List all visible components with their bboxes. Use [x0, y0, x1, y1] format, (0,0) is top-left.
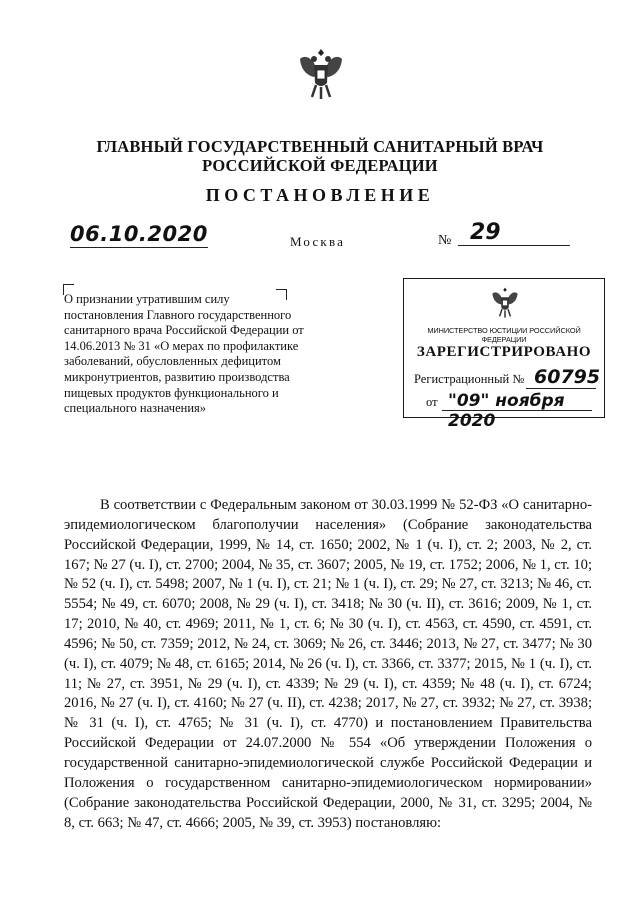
handwritten-date: 06.10.2020: [70, 222, 208, 246]
document-type-title: ПОСТАНОВЛЕНИЕ: [205, 185, 435, 205]
decree-subject: О признании утратившим силу постановления Главного государственного санитарного врача Российской Федерации от 14.06.2013 № 31 «О мерах по профилактике заболеваний, обусловленных дефицитом микронутриентов, развитию производства пищевых продуктов функционального и специального назначения»: [64, 292, 304, 416]
registration-stamp: [403, 278, 605, 431]
stamp-registration-date: "09" ноября 2020: [448, 391, 565, 431]
handwritten-number: 29: [470, 220, 501, 245]
decree-preamble-paragraph: В соответствии с Федеральным законом от 30.03.1999 № 52-ФЗ «О санитарно-эпидемиологическом благополучии населения» (Собрание законодательства Российской Федерации, 1999, № 14, ст. 1650; 2002, № 1 (ч. I), ст. 2; 2003, № 2, ст. 167; № 27 (ч. I), ст. 2700; 2004, № 35, ст. 3607; 2005, № 19, ст. 1752; 2006, № 1, ст. 10; № 52 (ч. I), ст. 5498; 2007, № 1 (ч. I), ст. 21; № 1 (ч. I), ст. 29; № 27, ст. 3213; № 46, ст. 5554; № 49, ст. 6070; 2008, № 29 (ч. I), ст. 3418; № 30 (ч. II), ст. 3616; 2009, № 1, ст. 17; 2010, № 40, ст. 4969; 2011, № 1, ст. 6; № 30 (ч. I), ст. 4563, ст. 4590, ст. 4591, ст. 4596; № 50, ст. 7359; 2012, № 24, ст. 3069; № 26, ст. 3446; 2013, № 27, ст. 3477; № 30 (ч. I), ст. 4079; № 48, ст. 6165; 2014, № 26 (ч. I), ст. 3366, ст. 3377; 2015, № 1 (ч. I), ст. 11; № 27, ст. 3951, № 29 (ч. I), ст. 4339; № 29 (ч. I), ст. 4359; № 48 (ч. I), ст. 6724; 2016, № 27 (ч. I), ст. 4160; № 27 (ч. II), ст. 4238; 2017, № 27, ст. 3932; № 27, ст. 3938; № 31 (ч. I), ст. 4765; № 31 (ч. I), ст. 4770) и постановлением Правительства Российской Федерации от 24.07.2000 № 554 «Об утверждении Положения о государственной санитарно-эпидемиологической службе Российской Федерации и Положения о государственном санитарно-эпидемиологическом нормировании» (Собрание законодательства Российской Федерации, 2000, № 31, ст. 3295; 2004, № 8, ст. 663; № 47, ст. 4666; 2005, № 39, ст. 3953) постановляю:: [64, 497, 593, 831]
stamp-date-prefix: от: [426, 395, 438, 409]
city-label: Москва: [290, 234, 346, 249]
russian-coat-of-arms-icon: [296, 45, 346, 101]
russian-coat-of-arms-icon: [490, 285, 520, 319]
stamp-number-underline: [526, 388, 596, 389]
stamp-ministry-name: МИНИСТЕРСТВО ЮСТИЦИИ РОССИЙСКОЙ ФЕДЕРАЦИИ: [427, 326, 581, 344]
date-underline: [70, 247, 208, 248]
number-underline: [458, 245, 570, 246]
stamp-date-underline: [442, 410, 592, 411]
authority-title-line2: РОССИЙСКОЙ ФЕДЕРАЦИИ: [202, 156, 438, 175]
stamp-registration-number-label: Регистрационный №: [414, 372, 525, 386]
stamp-registration-number: 60795: [534, 366, 601, 388]
number-sign: №: [438, 233, 452, 248]
stamp-registered-label: ЗАРЕГИСТРИРОВАНО: [416, 344, 592, 360]
authority-title-line1: ГЛАВНЫЙ ГОСУДАРСТВЕННЫЙ САНИТАРНЫЙ ВРАЧ: [96, 137, 544, 156]
